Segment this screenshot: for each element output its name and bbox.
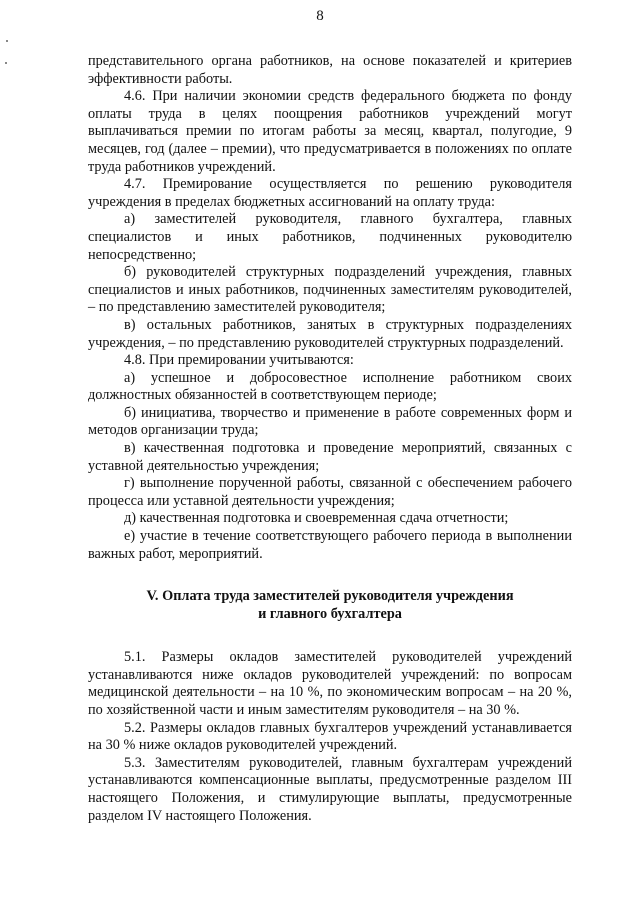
- paragraph: в) остальных работников, занятых в структурных подразделениях учреждения, – по представлению руководителей структурных подразделений.: [88, 316, 572, 351]
- section-heading-line: и главного бухгалтера: [258, 606, 402, 623]
- paragraph: д) качественная подготовка и своевременная сдача отчетности;: [124, 510, 509, 527]
- paragraph: б) руководителей структурных подразделений учреждения, главных специалистов и иных работников, подчиненных заместителям руководителей, – по представлению заместителей руководителя;: [88, 264, 572, 316]
- document-body: [88, 53, 572, 825]
- section-heading: [88, 587, 572, 623]
- page-number: 8: [316, 8, 324, 24]
- scan-speck: [6, 40, 8, 42]
- scan-speck: [5, 62, 7, 64]
- paragraph: 5.1. Размеры окладов заместителей руководителей учреждений устанавливаются ниже окладов руководителей учреждений: по вопросам медицинской деятельности – на 10 %, по экономическим вопросам – на 20 %, по хозяйственной части и иным заместителям руководителя – на 30 %.: [88, 649, 572, 718]
- paragraph: в) качественная подготовка и проведение мероприятий, связанных с уставной деятельностью учреждения;: [88, 440, 572, 474]
- paragraph: представительного органа работников, на основе показателей и критериев эффективности работы.: [88, 53, 572, 87]
- paragraph: а) успешное и добросовестное исполнение работником своих должностных обязанностей в соответствующем периоде;: [88, 369, 572, 404]
- paragraph: 5.2. Размеры окладов главных бухгалтеров учреждений устанавливается на 30 % ниже окладов руководителей учреждений.: [88, 719, 572, 754]
- paragraph: 5.3. Заместителям руководителей, главным бухгалтерам учреждений устанавливаются компенсационные выплаты, предусмотренные разделом III настоящего Положения, и стимулирующие выплаты, предусмотренные разделом IV настоящего Положения.: [88, 754, 572, 824]
- paragraph: 4.7. Премирование осуществляется по решению руководителя учреждения в пределах бюджетных ассигнований на оплату труда:: [88, 176, 572, 210]
- paragraph: 4.8. При премировании учитываются:: [124, 352, 354, 369]
- paragraph: г) выполнение порученной работы, связанной с обеспечением рабочего процесса или уставной деятельности учреждения;: [88, 475, 572, 509]
- paragraph: е) участие в течение соответствующего рабочего периода в выполнении важных работ, мероприятий.: [88, 528, 572, 562]
- section-heading-line: V. Оплата труда заместителей руководителя учреждения: [146, 588, 514, 605]
- paragraph: б) инициатива, творчество и применение в работе современных форм и методов организации труда;: [88, 404, 572, 439]
- paragraph: а) заместителей руководителя, главного бухгалтера, главных специалистов и иных работников, подчиненных руководителю непосредственно;: [88, 211, 572, 263]
- paragraph: 4.6. При наличии экономии средств федерального бюджета по фонду оплаты труда в целях поощрения работников учреждений могут выплачиваться премии по итогам работы за месяц, квартал, полугодие, 9 месяцев, год (далее – премии), что предусматривается в положениях по оплате труда работников учреждений.: [88, 88, 572, 175]
